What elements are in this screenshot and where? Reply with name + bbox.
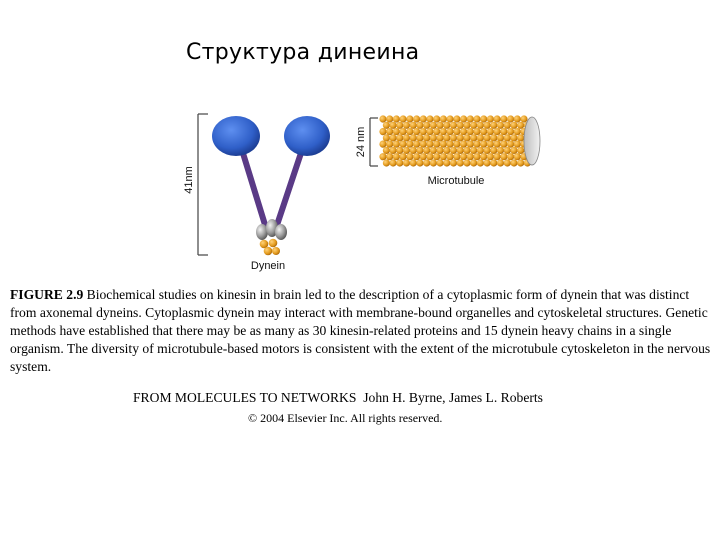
microtubule-bead bbox=[443, 122, 450, 129]
microtubule-bead bbox=[393, 141, 400, 148]
microtubule-bead bbox=[504, 159, 511, 166]
microtubule-bead bbox=[477, 159, 484, 166]
copyright-notice: © 2004 Elsevier Inc. All rights reserved. bbox=[248, 411, 443, 425]
microtubule-bead bbox=[403, 122, 410, 129]
microtubule-bead bbox=[447, 115, 454, 122]
microtubule-bead bbox=[443, 159, 450, 166]
microtubule-end-cap bbox=[524, 117, 540, 165]
dynein-label: Dynein bbox=[250, 260, 286, 272]
microtubule-bead bbox=[410, 134, 417, 141]
microtubule-bead bbox=[400, 128, 407, 135]
microtubule-bead bbox=[440, 128, 447, 135]
microtubule-bead bbox=[490, 159, 497, 166]
microtubule-bead bbox=[490, 134, 497, 141]
microtubule-bead bbox=[487, 128, 494, 135]
microtubule-bead bbox=[416, 159, 423, 166]
microtubule-bead bbox=[396, 122, 403, 129]
microtubule-bead bbox=[497, 134, 504, 141]
microtubule-bead bbox=[383, 134, 390, 141]
microtubule-bead bbox=[420, 141, 427, 148]
microtubule-bead bbox=[430, 134, 437, 141]
microtubule-bead bbox=[467, 115, 474, 122]
microtubule-bead bbox=[383, 122, 390, 129]
microtubule-bead bbox=[463, 122, 470, 129]
microtubule-bead bbox=[400, 115, 407, 122]
microtubule-bead bbox=[463, 134, 470, 141]
dynein-height-bracket bbox=[198, 114, 208, 255]
caption-text: Biochemical studies on kinesin in brain led to the description of a cytoplasmic form of dynein that was distinct from axonemal dyneins. Cytoplasmic dynein may interact with membrane-bound organelles and cytoskeletal structures. Genetic methods have established that there may be as many as 30 kinesin-related proteins and 15 dynein heavy chains in a single organism. The diversity of microtubule-based motors is consistent with the extent of the microtubule cytoskeleton in the nervous system. bbox=[10, 287, 711, 374]
microtubule-bead bbox=[494, 115, 501, 122]
microtubule-bead bbox=[440, 115, 447, 122]
microtubule-bead bbox=[477, 147, 484, 154]
microtubule-bead bbox=[413, 115, 420, 122]
microtubule-bead bbox=[393, 128, 400, 135]
figure-number: FIGURE 2.9 bbox=[10, 287, 84, 302]
dynein-stalks bbox=[242, 150, 302, 228]
microtubule-bead bbox=[383, 159, 390, 166]
microtubule-bead bbox=[460, 153, 467, 160]
microtubule-bead bbox=[410, 122, 417, 129]
microtubule-bead bbox=[423, 147, 430, 154]
microtubule-bead bbox=[396, 147, 403, 154]
microtubule-bead bbox=[413, 153, 420, 160]
microtubule-bead bbox=[484, 134, 491, 141]
microtubule-bead bbox=[467, 141, 474, 148]
microtubule-bead bbox=[426, 115, 433, 122]
microtubule-bead bbox=[480, 153, 487, 160]
microtubule-bead bbox=[386, 128, 393, 135]
microtubule-bead bbox=[497, 122, 504, 129]
microtubule-diameter-bracket bbox=[370, 118, 378, 166]
microtubule-bead bbox=[403, 147, 410, 154]
microtubule-bead bbox=[433, 115, 440, 122]
microtubule-bead bbox=[510, 134, 517, 141]
microtubule-diameter-label: 24 nm bbox=[355, 126, 367, 158]
microtubule-bead bbox=[386, 153, 393, 160]
microtubule-bead bbox=[393, 153, 400, 160]
microtubule-bead bbox=[379, 128, 386, 135]
microtubule-bead bbox=[379, 141, 386, 148]
microtubule-bead bbox=[484, 147, 491, 154]
microtubule-bead bbox=[400, 141, 407, 148]
microtubule-bead bbox=[426, 153, 433, 160]
microtubule-bead bbox=[433, 153, 440, 160]
microtubule-bead bbox=[510, 159, 517, 166]
microtubule-bead bbox=[504, 122, 511, 129]
microtubule-bead bbox=[484, 159, 491, 166]
microtubule-bead bbox=[487, 153, 494, 160]
microtubule-bead bbox=[390, 122, 397, 129]
microtubule-bead bbox=[457, 147, 464, 154]
microtubule-bead bbox=[390, 147, 397, 154]
microtubule-bead bbox=[386, 141, 393, 148]
microtubule-bead bbox=[460, 141, 467, 148]
microtubule-bead bbox=[440, 141, 447, 148]
microtubule-bead bbox=[470, 122, 477, 129]
microtubule-bead bbox=[463, 159, 470, 166]
microtubule-bead bbox=[467, 128, 474, 135]
microtubule-bead bbox=[443, 134, 450, 141]
microtubule-bead bbox=[450, 134, 457, 141]
microtubule-bead bbox=[393, 115, 400, 122]
microtubule-bead bbox=[500, 115, 507, 122]
microtubule-bead bbox=[507, 153, 514, 160]
microtubule-bead bbox=[470, 147, 477, 154]
microtubule-bead bbox=[410, 159, 417, 166]
microtubule-bead bbox=[383, 147, 390, 154]
microtubule-bead bbox=[406, 141, 413, 148]
microtubule-bead bbox=[413, 141, 420, 148]
microtubule-bead bbox=[420, 115, 427, 122]
microtubule-bead bbox=[396, 159, 403, 166]
microtubule-bead bbox=[514, 153, 521, 160]
microtubule-bead bbox=[490, 147, 497, 154]
microtubule-bead bbox=[403, 159, 410, 166]
microtubule-bead bbox=[510, 122, 517, 129]
microtubule-bead bbox=[477, 134, 484, 141]
microtubule-bead bbox=[423, 159, 430, 166]
microtubule-bead bbox=[379, 115, 386, 122]
microtubule-bead bbox=[460, 115, 467, 122]
microtubule-bead bbox=[473, 141, 480, 148]
microtubule-bead bbox=[467, 153, 474, 160]
figure-caption bbox=[10, 286, 714, 376]
microtubule-bead bbox=[450, 159, 457, 166]
microtubule-bead bbox=[520, 115, 527, 122]
microtubule-bead bbox=[453, 128, 460, 135]
microtubule-bead bbox=[410, 147, 417, 154]
microtubule-bead bbox=[450, 147, 457, 154]
microtubule-bead bbox=[473, 128, 480, 135]
microtubule-bead bbox=[497, 159, 504, 166]
microtubule-bead bbox=[420, 153, 427, 160]
microtubule-bead bbox=[490, 122, 497, 129]
microtubule-bead bbox=[416, 147, 423, 154]
microtubule-body bbox=[379, 115, 531, 166]
microtubule-bead bbox=[497, 147, 504, 154]
microtubule-bead bbox=[514, 141, 521, 148]
microtubule-bead bbox=[416, 122, 423, 129]
microtubule-bead bbox=[390, 159, 397, 166]
microtubule-bead bbox=[504, 134, 511, 141]
microtubule-bead bbox=[400, 153, 407, 160]
microtubule-bead bbox=[420, 128, 427, 135]
microtubule-bead bbox=[403, 134, 410, 141]
microtubule-bead bbox=[406, 128, 413, 135]
microtubule-bead bbox=[447, 141, 454, 148]
microtubule-bead bbox=[517, 147, 524, 154]
microtubule-bead bbox=[423, 122, 430, 129]
microtubule-bead bbox=[480, 128, 487, 135]
book-citation: FROM MOLECULES TO NETWORKS John H. Byrne, James L. Roberts bbox=[133, 390, 543, 405]
microtubule-bead bbox=[430, 147, 437, 154]
microtubule-bead bbox=[453, 153, 460, 160]
microtubule-bead bbox=[413, 128, 420, 135]
microtubule-bead bbox=[480, 115, 487, 122]
dynein-head-left bbox=[212, 116, 260, 156]
microtubule-bead bbox=[390, 134, 397, 141]
microtubule-bead bbox=[406, 115, 413, 122]
microtubule-bead bbox=[450, 122, 457, 129]
microtubule-bead bbox=[437, 159, 444, 166]
microtubule-bead bbox=[443, 147, 450, 154]
microtubule-label: Microtubule bbox=[427, 175, 485, 187]
microtubule-bead bbox=[510, 147, 517, 154]
microtubule-bead bbox=[433, 141, 440, 148]
microtubule-bead bbox=[426, 141, 433, 148]
microtubule-bead bbox=[379, 153, 386, 160]
microtubule-bead bbox=[426, 128, 433, 135]
microtubule-bead bbox=[484, 122, 491, 129]
microtubule-bead bbox=[514, 115, 521, 122]
microtubule-bead bbox=[460, 128, 467, 135]
microtubule-bead bbox=[500, 153, 507, 160]
microtubule-bead bbox=[477, 122, 484, 129]
microtubule-bead bbox=[480, 141, 487, 148]
microtubule-bead bbox=[423, 134, 430, 141]
microtubule-bead bbox=[440, 153, 447, 160]
microtubule-bead bbox=[487, 115, 494, 122]
microtubule-bead bbox=[500, 141, 507, 148]
microtubule-bead bbox=[507, 128, 514, 135]
microtubule-bead bbox=[447, 153, 454, 160]
microtubule-bead bbox=[457, 159, 464, 166]
microtubule-bead bbox=[453, 141, 460, 148]
microtubule-bead bbox=[470, 134, 477, 141]
dynein-head-right bbox=[284, 116, 330, 156]
microtubule-bead bbox=[406, 153, 413, 160]
microtubule-bead bbox=[473, 153, 480, 160]
microtubule-bead bbox=[437, 122, 444, 129]
microtubule-bead bbox=[473, 115, 480, 122]
microtubule-bead bbox=[386, 115, 393, 122]
microtubule-bead bbox=[416, 134, 423, 141]
microtubule-bead bbox=[514, 128, 521, 135]
microtubule-bead bbox=[463, 147, 470, 154]
microtubule-bead bbox=[433, 128, 440, 135]
microtubule-bead bbox=[494, 153, 501, 160]
microtubule-bead bbox=[470, 159, 477, 166]
microtubule-bead bbox=[430, 122, 437, 129]
microtubule-bead bbox=[517, 159, 524, 166]
dynein-base-complex bbox=[256, 219, 287, 255]
microtubule-bead bbox=[494, 141, 501, 148]
microtubule-bead bbox=[447, 128, 454, 135]
microtubule-bead bbox=[507, 115, 514, 122]
microtubule-bead bbox=[504, 147, 511, 154]
microtubule-bead bbox=[437, 147, 444, 154]
microtubule-bead bbox=[457, 122, 464, 129]
microtubule-bead bbox=[396, 134, 403, 141]
microtubule-bead bbox=[517, 122, 524, 129]
microtubule-bead bbox=[457, 134, 464, 141]
microtubule-bead bbox=[453, 115, 460, 122]
slide-title: Структура динеина bbox=[186, 40, 420, 65]
microtubule-bead bbox=[487, 141, 494, 148]
microtubule-bead bbox=[437, 134, 444, 141]
microtubule-bead bbox=[494, 128, 501, 135]
microtubule-bead bbox=[507, 141, 514, 148]
microtubule-bead bbox=[517, 134, 524, 141]
dynein-height-label: 41nm bbox=[183, 166, 195, 194]
microtubule-bead bbox=[430, 159, 437, 166]
microtubule-bead bbox=[500, 128, 507, 135]
